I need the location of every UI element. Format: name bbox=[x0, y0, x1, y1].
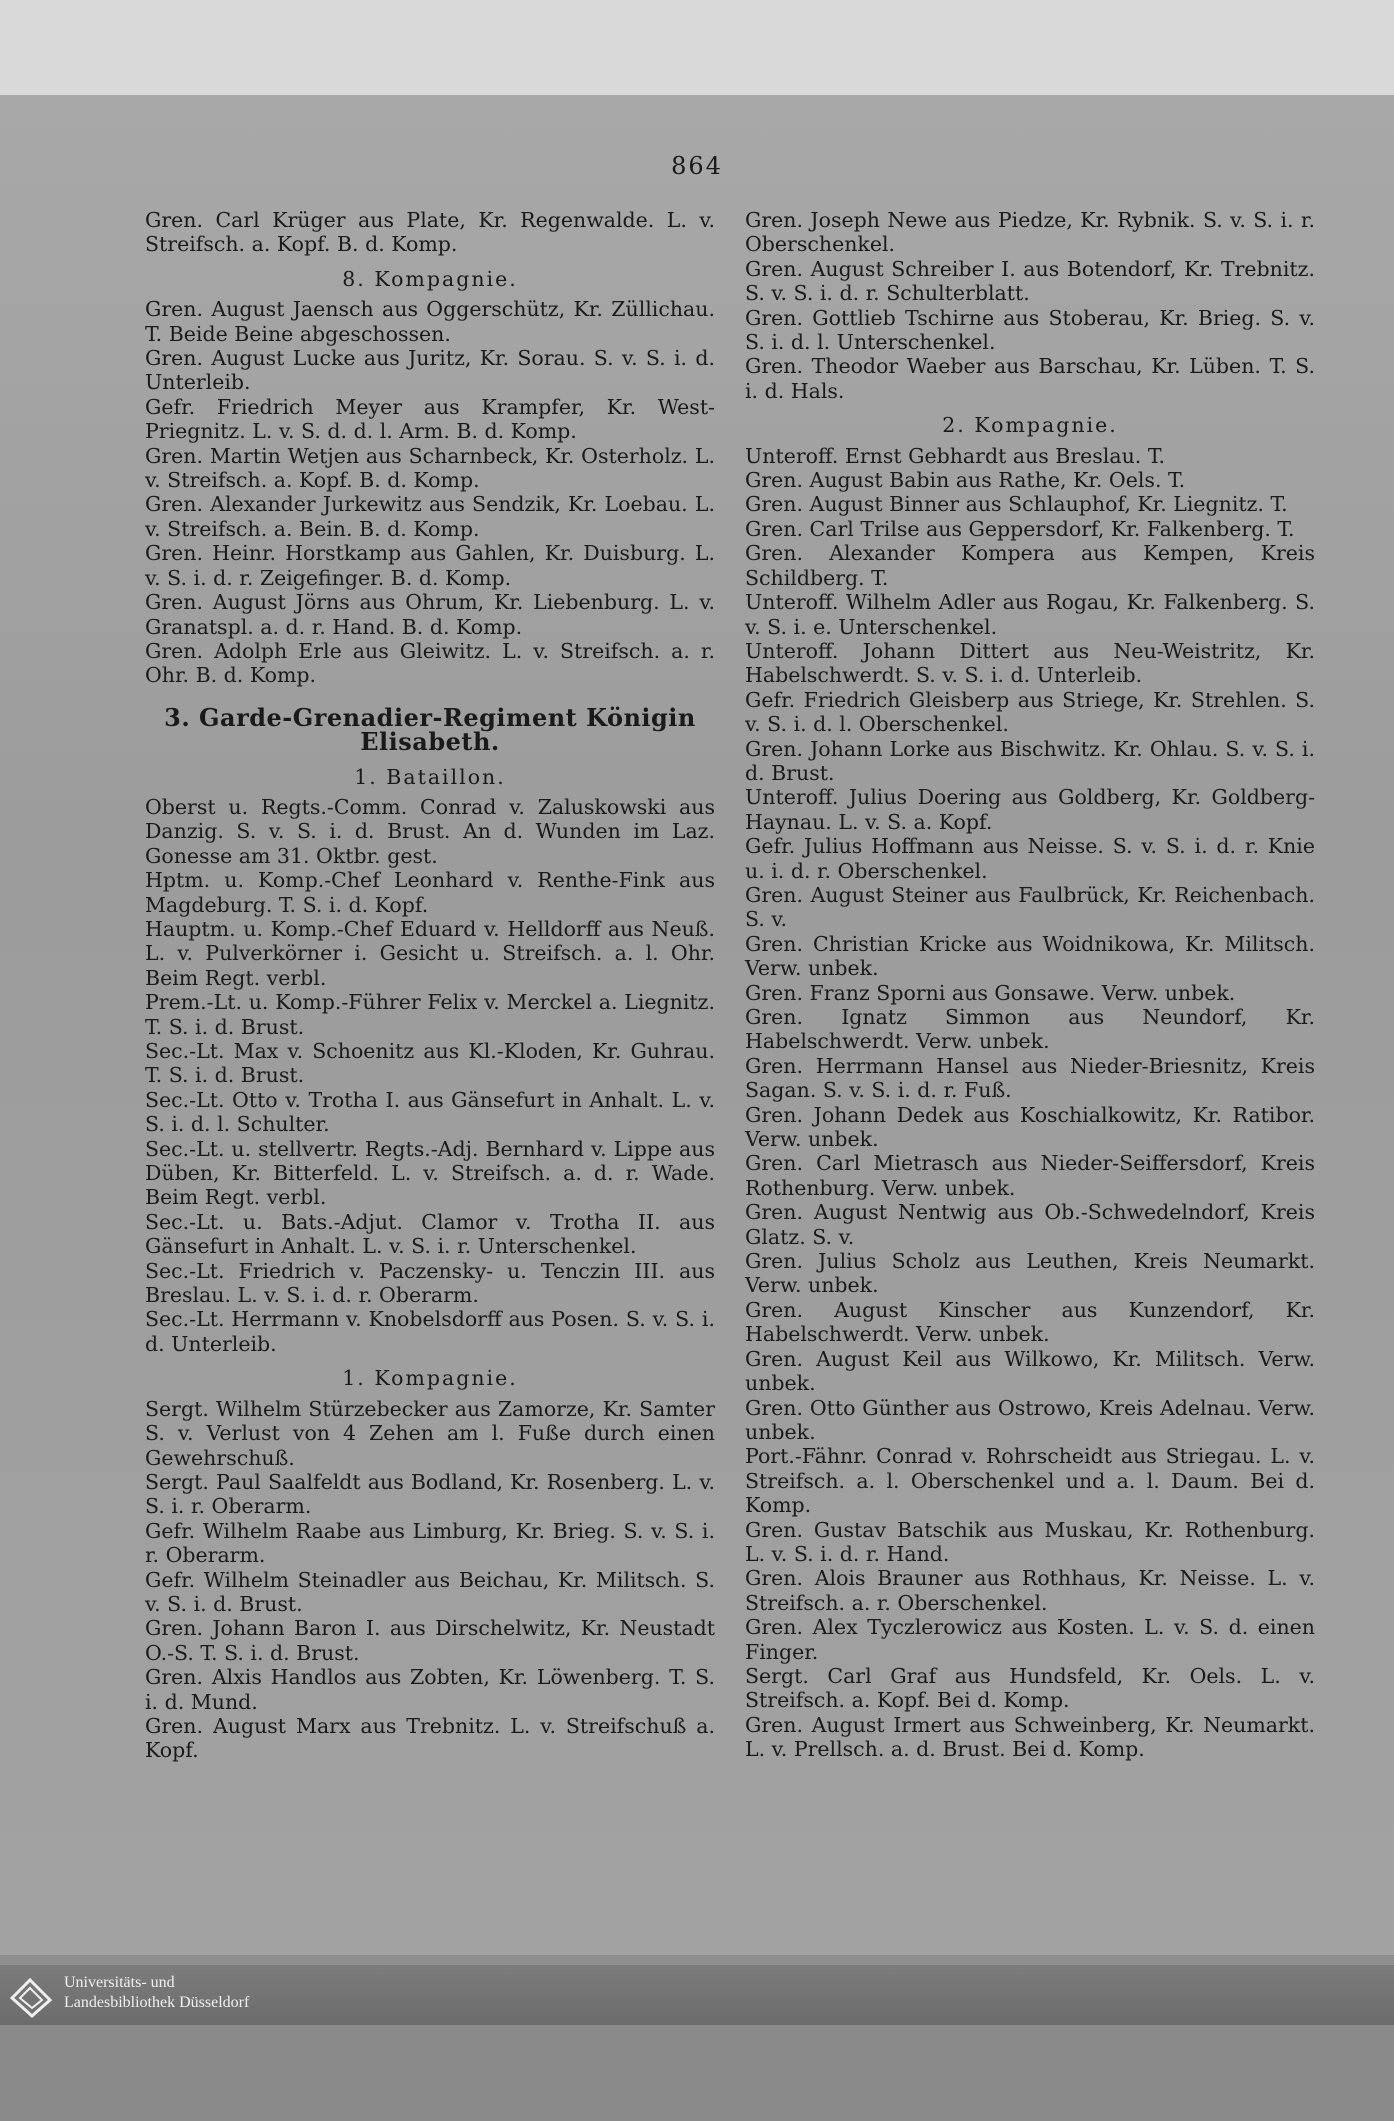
casualty-entry: Gren. August Jörns aus Ohrum, Kr. Liebenburg. L. v. Granatspl. a. d. r. Hand. B. d. Komp. bbox=[145, 590, 715, 639]
casualty-entry: Gefr. Wilhelm Steinadler aus Beichau, Kr. Militsch. S. v. S. i. d. Brust. bbox=[145, 1567, 715, 1616]
casualty-entry: Gren. Theodor Waeber aus Barschau, Kr. Lüben. T. S. i. d. Hals. bbox=[745, 354, 1315, 403]
casualty-entry: Sec.-Lt. Max v. Schoenitz aus Kl.-Kloden, Kr. Guhrau. T. S. i. d. Brust. bbox=[145, 1039, 715, 1088]
casualty-entry: Unteroff. Julius Doering aus Goldberg, Kr. Goldberg-Haynau. L. v. S. a. Kopf. bbox=[745, 785, 1315, 834]
casualty-entry: Sec.-Lt. Herrmann v. Knobelsdorff aus Posen. S. v. S. i. d. Unterleib. bbox=[145, 1307, 715, 1356]
casualty-entry: Gren. Martin Wetjen aus Scharnbeck, Kr. Osterholz. L. v. Streifsch. a. Kopf. B. d. Komp. bbox=[145, 443, 715, 493]
casualty-entry: Gren. Franz Sporni aus Gonsawe. Verw. unbek. bbox=[745, 980, 1236, 1005]
casualty-entry: Gren. Gustav Batschik aus Muskau, Kr. Rothenburg. L. v. S. i. d. r. Hand. bbox=[745, 1517, 1315, 1566]
casualty-entry: Gren. August Binner aus Schlauphof, Kr. Liegnitz. T. bbox=[745, 492, 1288, 517]
casualty-entry: Gren. Ignatz Simmon aus Neundorf, Kr. Habelschwerdt. Verw. unbek. bbox=[745, 1005, 1315, 1054]
right-column bbox=[745, 208, 1315, 1762]
casualty-entry: Gren. August Steiner aus Faulbrück, Kr. Reichenbach. S. v. bbox=[745, 882, 1315, 932]
casualty-entry: Gren. August Lucke aus Juritz, Kr. Sorau. S. v. S. i. d. Unterleib. bbox=[145, 346, 715, 395]
casualty-entry: Sec.-Lt. Otto v. Trotha I. aus Gänsefurt in Anhalt. L. v. S. i. d. l. Schulter. bbox=[145, 1087, 715, 1137]
casualty-entry: Sec.-Lt. u. Bats.-Adjut. Clamor v. Trotha II. aus Gänsefurt in Anhalt. L. v. S. i. r. Unterschenkel. bbox=[145, 1209, 715, 1259]
casualty-entry: Unteroff. Johann Dittert aus Neu-Weistritz, Kr. Habelschwerdt. S. v. S. i. d. Unterleib. bbox=[745, 638, 1315, 688]
casualty-entry: Gren. Gottlieb Tschirne aus Stoberau, Kr. Brieg. S. v. S. i. d. l. Unterschenkel. bbox=[745, 305, 1315, 355]
casualty-entry: Sec.-Lt. u. stellvertr. Regts.-Adj. Bernhard v. Lippe aus Düben, Kr. Bitterfeld. L. v. Streifsch. a. d. r. Wade. Beim Regt. verbl. bbox=[145, 1136, 715, 1210]
casualty-entry: Gren. August Jaensch aus Oggerschütz, Kr. Züllichau. T. Beide Beine abgeschossen. bbox=[145, 297, 715, 346]
library-logo-icon bbox=[8, 1973, 54, 2019]
scan-top-border bbox=[0, 0, 1394, 95]
section-heading: 1. Bataillon. bbox=[354, 764, 506, 789]
casualty-entry: Gren. Alxis Handlos aus Zobten, Kr. Löwenberg. T. S. i. d. Mund. bbox=[145, 1665, 715, 1714]
casualty-entry: Hptm. u. Komp.-Chef Leonhard v. Renthe-Fink aus Magdeburg. T. S. i. d. Kopf. bbox=[145, 868, 715, 917]
casualty-entry: Gren. August Nentwig aus Ob.-Schwedelndorf, Kreis Glatz. S. v. bbox=[745, 1200, 1315, 1249]
casualty-entry: Gren. Otto Günther aus Ostrowo, Kreis Adelnau. Verw. unbek. bbox=[745, 1395, 1315, 1444]
page-number: 864 bbox=[671, 152, 723, 180]
casualty-entry: Sergt. Paul Saalfeldt aus Bodland, Kr. Rosenberg. L. v. S. i. r. Oberarm. bbox=[145, 1469, 715, 1519]
casualty-entry: Gren. Adolph Erle aus Gleiwitz. L. v. Streifsch. a. r. Ohr. B. d. Komp. bbox=[145, 638, 715, 688]
casualty-entry: Hauptm. u. Komp.-Chef Eduard v. Helldorff aus Neuß. L. v. Pulverkörner i. Gesicht u. Streifsch. a. l. Ohr. Beim Regt. verbl. bbox=[145, 916, 715, 990]
casualty-entry: Gren. Julius Scholz aus Leuthen, Kreis Neumarkt. Verw. unbek. bbox=[745, 1249, 1315, 1298]
casualty-entry: Gren. August Marx aus Trebnitz. L. v. Streifschuß a. Kopf. bbox=[145, 1713, 715, 1763]
casualty-entry: Gefr. Friedrich Meyer aus Krampfer, Kr. West-Priegnitz. L. v. S. d. d. l. Arm. B. d. Komp. bbox=[145, 394, 715, 444]
casualty-entry: Port.-Fähnr. Conrad v. Rohrscheidt aus Striegau. L. v. Streifsch. a. l. Oberschenkel und a. l. Daum. Bei d. Komp. bbox=[745, 1444, 1315, 1518]
casualty-entry: Gren. Herrmann Hansel aus Nieder-Briesnitz, Kreis Sagan. S. v. S. i. d. r. Fuß. bbox=[745, 1053, 1315, 1103]
section-heading: 1. Kompagnie. bbox=[342, 1366, 518, 1391]
casualty-entry: Unteroff. Ernst Gebhardt aus Breslau. T. bbox=[745, 443, 1165, 468]
casualty-entry: Gren. Johann Lorke aus Bischwitz. Kr. Ohlau. S. v. S. i. d. Brust. bbox=[745, 736, 1315, 785]
casualty-entry: Gren. Johann Baron I. aus Dirschelwitz, Kr. Neustadt O.-S. T. S. i. d. Brust. bbox=[145, 1616, 715, 1665]
casualty-entry: Sec.-Lt. Friedrich v. Paczensky- u. Tenczin III. aus Breslau. L. v. S. i. d. r. Oberarm. bbox=[145, 1258, 715, 1308]
section-heading: 2. Kompagnie. bbox=[942, 413, 1118, 438]
casualty-entry: Gren. Christian Kricke aus Woidnikowa, Kr. Militsch. Verw. unbek. bbox=[745, 931, 1315, 981]
library-name-line2: Landesbibliothek Düsseldorf bbox=[64, 1994, 250, 2011]
section-heading: 8. Kompagnie. bbox=[342, 266, 518, 291]
casualty-entry: Gefr. Wilhelm Raabe aus Limburg, Kr. Brieg. S. v. S. i. r. Oberarm. bbox=[145, 1518, 715, 1568]
casualty-entry: Gren. Carl Mietrasch aus Nieder-Seiffersdorf, Kreis Rothenburg. Verw. unbek. bbox=[745, 1151, 1315, 1200]
casualty-entry: Oberst u. Regts.-Comm. Conrad v. Zaluskowski aus Danzig. S. v. S. i. d. Brust. An d. Wunden im Laz. Gonesse am 31. Oktbr. gest. bbox=[145, 794, 715, 868]
casualty-entry: Gren. Alexander Jurkewitz aus Sendzik, Kr. Loebau. L. v. Streifsch. a. Bein. B. d. Komp. bbox=[145, 492, 715, 541]
casualty-entry: Gren. Alexander Kompera aus Kempen, Kreis Schildberg. T. bbox=[745, 541, 1315, 590]
casualty-entry: Unteroff. Wilhelm Adler aus Rogau, Kr. Falkenberg. S. v. S. i. e. Unterschenkel. bbox=[745, 590, 1315, 639]
casualty-entry: Gren. August Irmert aus Schweinberg, Kr. Neumarkt. L. v. Prellsch. a. d. Brust. Bei d. Komp. bbox=[745, 1712, 1315, 1762]
casualty-entry: Gren. Carl Trilse aus Geppersdorf, Kr. Falkenberg. T. bbox=[745, 516, 1295, 541]
casualty-entry: Gren. August Babin aus Rathe, Kr. Oels. T. bbox=[745, 468, 1186, 493]
scan-bottom-border bbox=[0, 2025, 1394, 2121]
regiment-heading: 3. Garde-Grenadier-Regiment Königin Elisabeth. bbox=[164, 702, 696, 757]
casualty-entry: Gefr. Julius Hoffmann aus Neisse. S. v. S. i. d. r. Knie u. i. d. r. Oberschenkel. bbox=[745, 834, 1315, 883]
library-name bbox=[64, 1973, 249, 2013]
casualty-entry: Gren. August Kinscher aus Kunzendorf, Kr. Habelschwerdt. Verw. unbek. bbox=[745, 1297, 1315, 1347]
casualty-entry: Gren. Alois Brauner aus Rothhaus, Kr. Neisse. L. v. Streifsch. a. r. Oberschenkel. bbox=[745, 1566, 1315, 1615]
left-column bbox=[145, 208, 715, 1763]
casualty-entry: Sergt. Wilhelm Stürzebecker aus Zamorze, Kr. Samter S. v. Verlust von 4 Zehen am l. Fuße durch einen Gewehrschuß. bbox=[145, 1396, 715, 1470]
library-name-line1: Universitäts- und bbox=[64, 1974, 175, 1991]
casualty-entry: Gefr. Friedrich Gleisberp aus Striege, Kr. Strehlen. S. v. S. i. d. l. Oberschenkel. bbox=[745, 687, 1315, 737]
library-footer bbox=[0, 1965, 1394, 2025]
casualty-entry: Sergt. Carl Graf aus Hundsfeld, Kr. Oels. L. v. Streifsch. a. Kopf. Bei d. Komp. bbox=[745, 1663, 1315, 1713]
casualty-entry: Gren. Heinr. Horstkamp aus Gahlen, Kr. Duisburg. L. v. S. i. d. r. Zeigefinger. B. d. Komp. bbox=[145, 541, 715, 590]
casualty-entry: Prem.-Lt. u. Komp.-Führer Felix v. Merckel a. Liegnitz. T. S. i. d. Brust. bbox=[145, 990, 715, 1039]
casualty-entry: Gren. Johann Dedek aus Koschialkowitz, Kr. Ratibor. Verw. unbek. bbox=[745, 1102, 1315, 1152]
casualty-entry: Gren. Alex Tyczlerowicz aus Kosten. L. v. S. d. einen Finger. bbox=[745, 1615, 1315, 1664]
casualty-entry: Gren. August Schreiber I. aus Botendorf, Kr. Trebnitz. S. v. S. i. d. r. Schulterblatt. bbox=[745, 256, 1315, 306]
casualty-entry: Gren. Carl Krüger aus Plate, Kr. Regenwalde. L. v. Streifsch. a. Kopf. B. d. Komp. bbox=[145, 208, 715, 257]
casualty-entry: Gren. August Keil aus Wilkowo, Kr. Militsch. Verw. unbek. bbox=[745, 1346, 1315, 1396]
casualty-entry: Gren. Joseph Newe aus Piedze, Kr. Rybnik. S. v. S. i. r. Oberschenkel. bbox=[745, 208, 1315, 257]
